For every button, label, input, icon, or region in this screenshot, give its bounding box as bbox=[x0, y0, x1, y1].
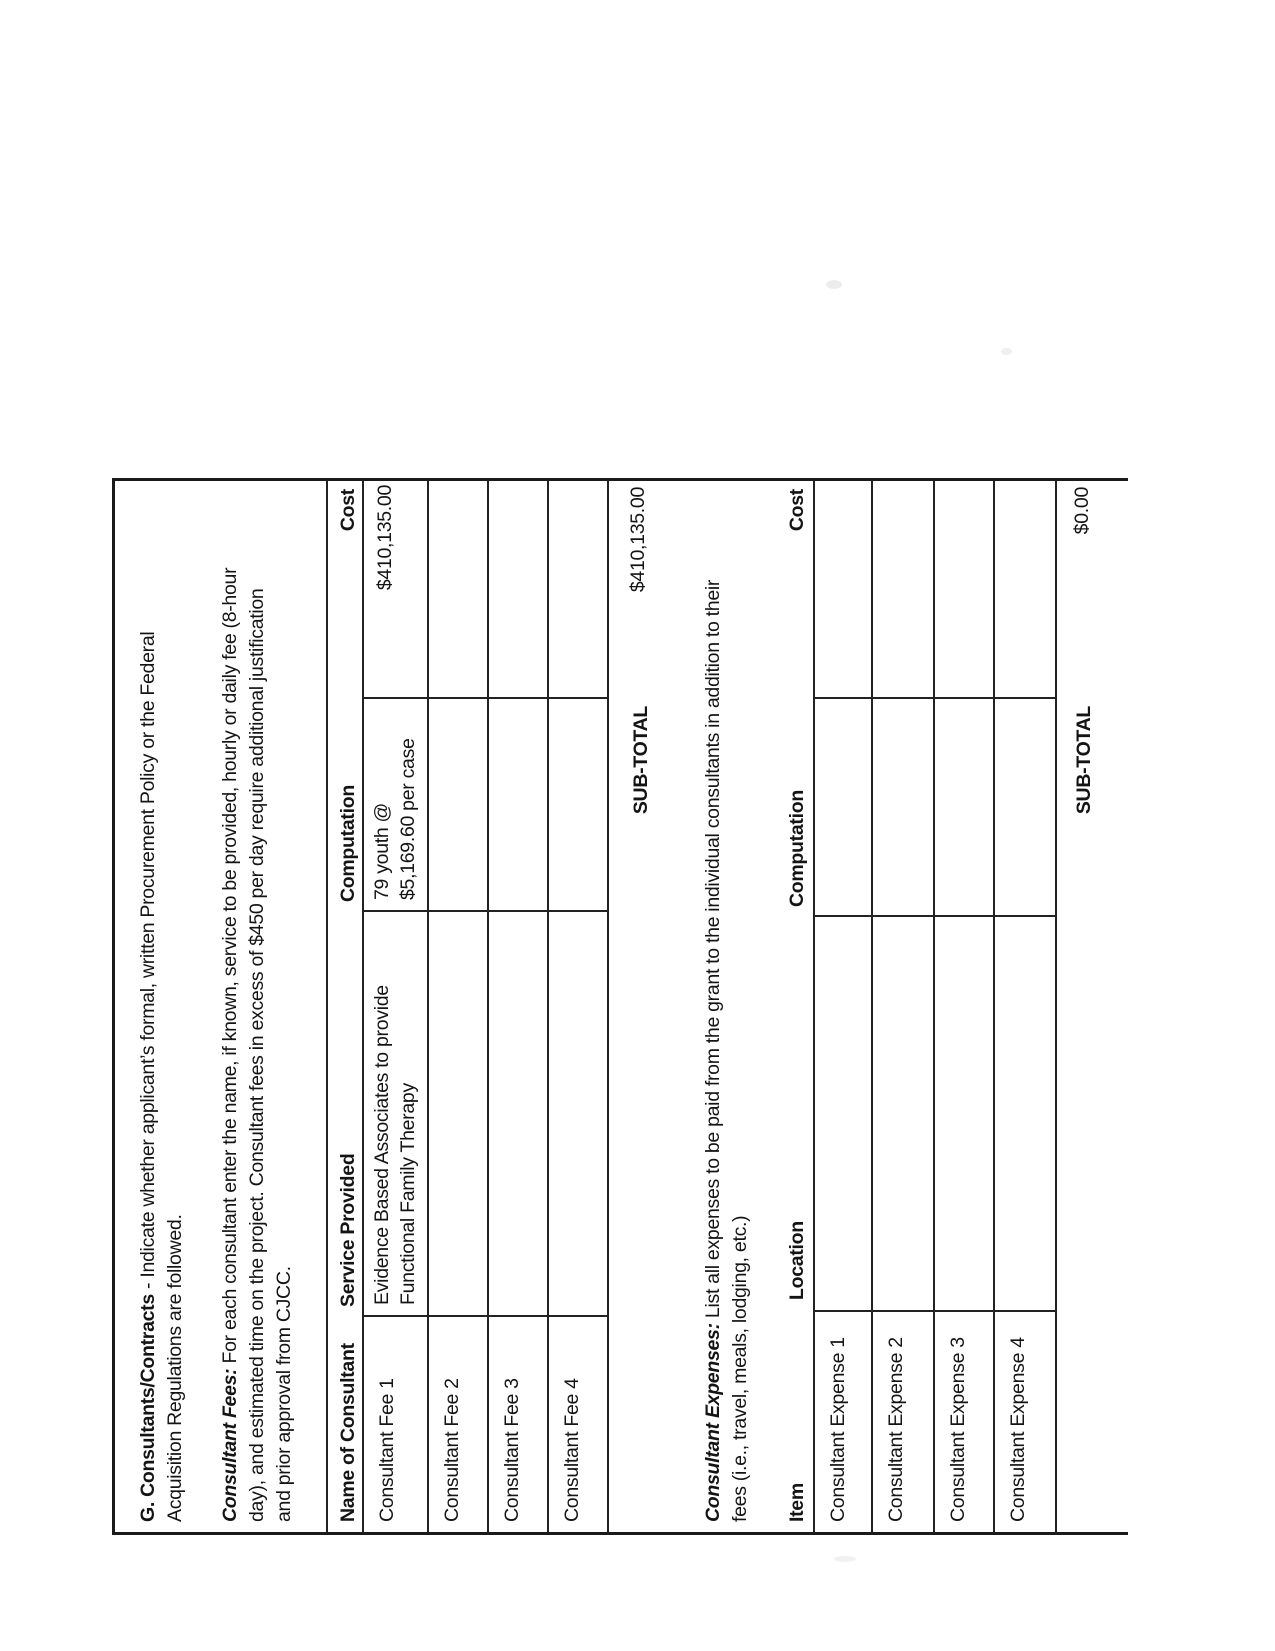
fees-para-title: Consultant Fees: bbox=[219, 1368, 241, 1522]
fees-para-line-1 bbox=[217, 487, 244, 1522]
expense3-cost-cell bbox=[935, 481, 993, 697]
consultant-expenses-paragraph bbox=[700, 487, 754, 1522]
fee2-computation-cell bbox=[429, 697, 487, 910]
fee2-service-cell bbox=[429, 910, 487, 1315]
expense2-location-cell bbox=[873, 915, 933, 1310]
table-row bbox=[873, 481, 935, 1532]
table-row bbox=[364, 481, 429, 1532]
expense3-location-cell bbox=[935, 915, 993, 1310]
fee1-name-cell: Consultant Fee 1 bbox=[364, 1315, 427, 1532]
fees-para-line-3: and prior approval from CJCC. bbox=[273, 1266, 295, 1522]
expense4-cost-cell bbox=[995, 481, 1055, 697]
header-name-of-consultant: Name of Consultant bbox=[337, 1343, 359, 1522]
expenses-para-title: Consultant Expenses: bbox=[702, 1323, 724, 1522]
expense4-computation-cell bbox=[995, 697, 1055, 915]
header-location: Location bbox=[786, 1221, 808, 1300]
intro-line-2: Acquisition Regulations are followed. bbox=[164, 1214, 186, 1522]
fee3-service-cell bbox=[489, 910, 547, 1315]
expenses-table-header-row bbox=[773, 481, 813, 1532]
expenses-para-line-1 bbox=[700, 487, 727, 1522]
fees-table-grid bbox=[362, 481, 609, 1532]
intro-text: - Indicate whether applicant’s formal, written Procurement Policy or the Federal bbox=[137, 631, 159, 1295]
computation-line: $5,169.60 per case bbox=[397, 738, 419, 900]
header-computation: Computation bbox=[786, 790, 808, 907]
intro-paragraph bbox=[135, 487, 189, 1522]
table-row bbox=[995, 481, 1057, 1532]
fees-subtotal-value: $410,135.00 bbox=[627, 487, 649, 593]
header-computation: Computation bbox=[337, 785, 359, 902]
table-row bbox=[489, 481, 549, 1532]
rotated-document-wrapper bbox=[112, 478, 1128, 1535]
expense3-item-cell: Consultant Expense 3 bbox=[935, 1310, 993, 1532]
scan-smudge bbox=[1001, 348, 1012, 355]
fee4-computation-cell bbox=[549, 697, 607, 910]
table-row bbox=[935, 481, 995, 1532]
expense1-cost-cell bbox=[815, 481, 871, 697]
fee2-cost-cell bbox=[429, 481, 487, 697]
expense4-item-cell: Consultant Expense 4 bbox=[995, 1310, 1055, 1532]
computation-line: 79 youth @ bbox=[371, 802, 393, 900]
fees-para-text: For each consultant enter the name, if known, service to be provided, hourly or daily fee (8-hour bbox=[219, 567, 241, 1369]
expenses-para-line-2: fees (i.e., travel, meals, lodging, etc.) bbox=[729, 1215, 751, 1522]
expense1-item-cell: Consultant Expense 1 bbox=[815, 1310, 871, 1532]
service-line: Evidence Based Associates to provide bbox=[371, 985, 393, 1305]
fee4-cost-cell bbox=[549, 481, 607, 697]
fee3-computation-cell bbox=[489, 697, 547, 910]
scan-smudge bbox=[834, 1556, 856, 1562]
budget-form-document bbox=[112, 478, 1128, 1535]
fees-subtotal-row bbox=[609, 481, 665, 1532]
header-cost: Cost bbox=[786, 489, 808, 532]
fee4-service-cell bbox=[549, 910, 607, 1315]
consultant-fees-paragraph bbox=[217, 487, 298, 1522]
expenses-para-text: List all expenses to be paid from the grant to the individual consultants in addition to their bbox=[702, 579, 724, 1324]
fee1-computation-cell bbox=[364, 697, 427, 910]
expense3-computation-cell bbox=[935, 697, 993, 915]
fee3-name-cell: Consultant Fee 3 bbox=[489, 1315, 547, 1532]
expenses-subtotal-row bbox=[1057, 481, 1117, 1532]
expense1-location-cell bbox=[815, 915, 871, 1310]
section-title: G. Consultants/Contracts bbox=[137, 1294, 159, 1522]
expenses-table-grid bbox=[813, 481, 1057, 1532]
header-cost: Cost bbox=[337, 489, 359, 532]
fee1-cost-cell: $410,135.00 bbox=[374, 485, 396, 591]
expense2-computation-cell bbox=[873, 697, 933, 915]
expense2-item-cell: Consultant Expense 2 bbox=[873, 1310, 933, 1532]
fees-table-header-row bbox=[326, 481, 362, 1532]
header-service-provided: Service Provided bbox=[337, 1153, 359, 1307]
expense4-location-cell bbox=[995, 915, 1055, 1310]
fee4-name-cell: Consultant Fee 4 bbox=[549, 1315, 607, 1532]
header-item: Item bbox=[786, 1483, 808, 1522]
expenses-subtotal-label: SUB-TOTAL bbox=[1073, 706, 1095, 815]
fee2-name-cell: Consultant Fee 2 bbox=[429, 1315, 487, 1532]
expenses-subtotal-value: $0.00 bbox=[1071, 487, 1093, 535]
service-line: Functional Family Therapy bbox=[397, 1083, 419, 1305]
table-row bbox=[815, 481, 873, 1532]
scan-smudge bbox=[826, 280, 842, 289]
fees-subtotal-label: SUB-TOTAL bbox=[630, 706, 652, 815]
expense2-cost-cell bbox=[873, 481, 933, 697]
fee3-cost-cell bbox=[489, 481, 547, 697]
table-row bbox=[549, 481, 609, 1532]
expense1-computation-cell bbox=[815, 697, 871, 915]
table-row bbox=[429, 481, 489, 1532]
fee1-service-cell bbox=[364, 910, 427, 1315]
intro-line-1 bbox=[135, 487, 162, 1522]
fees-para-line-2: day), and estimated time on the project. Consultant fees in excess of $450 per day require additional justification bbox=[246, 588, 268, 1522]
